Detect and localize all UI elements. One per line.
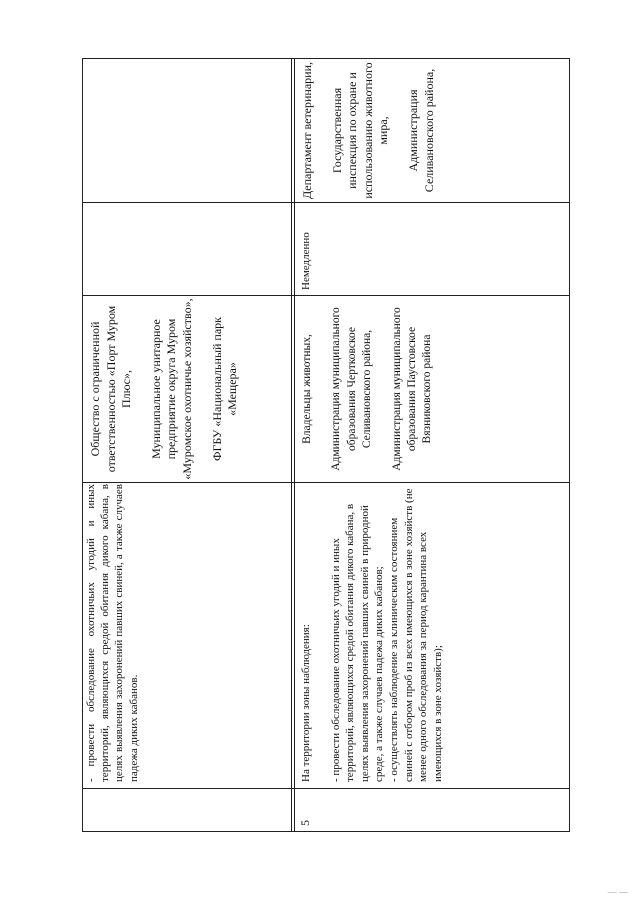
row5-control-1: Департамент ветеринарии, xyxy=(300,61,314,200)
table-border-top xyxy=(82,58,570,59)
prev-row-control-cell xyxy=(84,60,290,201)
row5-number: 5 xyxy=(298,820,312,826)
prev-row-executors-cell xyxy=(84,297,290,481)
table-border-left xyxy=(82,58,83,832)
prev-row-measures-cell xyxy=(84,484,290,786)
row5-executors-cell xyxy=(296,297,568,481)
row5-deadline-cell xyxy=(296,204,568,294)
row5-control-2: Государственная инспекция по охране и использованию животного мира, xyxy=(329,62,391,199)
row5-control-cell xyxy=(296,60,568,201)
row5-measures-cell xyxy=(296,484,568,786)
column-divider-executors xyxy=(82,295,570,296)
prev-row-deadline-cell xyxy=(84,204,290,294)
row5-measures-title: На территории зоны наблюдения: xyxy=(300,624,312,782)
row5-deadline: Немедленно xyxy=(300,232,312,290)
prev-row-executor-1: Общество с ограниченной ответственностью «Порт Муром Плюс», xyxy=(88,305,134,473)
column-divider-measures xyxy=(82,482,570,483)
row5-executor-2: Администрация муниципального образования Чертковское Селивановского района, xyxy=(330,307,374,471)
prev-row-executor-3: ФГБУ «Национальный парк «Мещера» xyxy=(209,316,240,462)
prev-row-measures-text: - провести обследование охотничьих угодий и иных территорий, являющихся средой обитания дикого кабана, в целях выявления захоронений павших свиней, а также случаев падежа диких кабанов. xyxy=(85,484,140,782)
row5-measures-item-1: - провести обследование охотничьих угодий и иных территорий, являющихся средой обитания дикого кабана, в целях выявления захоронений павших свиней в природной среде, а также случаев падежа диких кабанов; xyxy=(329,503,386,782)
row5-executor-3: Администрация муниципального образования Паустовское Вязниковского района xyxy=(390,307,434,471)
row5-control-3: Администрация Селивановского района, xyxy=(405,68,436,193)
prev-row-executor-2: Муниципальное унитарное предприятие округа Муром «Муромское охотничье хозяйство», xyxy=(148,298,194,480)
table-border-bottom xyxy=(82,831,570,832)
row5-executor-1: Владельцы животных, xyxy=(301,334,313,444)
row-divider-double xyxy=(294,58,295,832)
page-mark: — — xyxy=(607,887,628,897)
row5-number-cell xyxy=(296,790,568,830)
row5-measures-item-2: - осуществлять наблюдение за клиническим состоянием свиней с отбором проб из всех имеющихся в зоне хозяйств (не менее одного обследования за период карантина всех имеющихся в зоне хозяйств); xyxy=(387,488,444,782)
